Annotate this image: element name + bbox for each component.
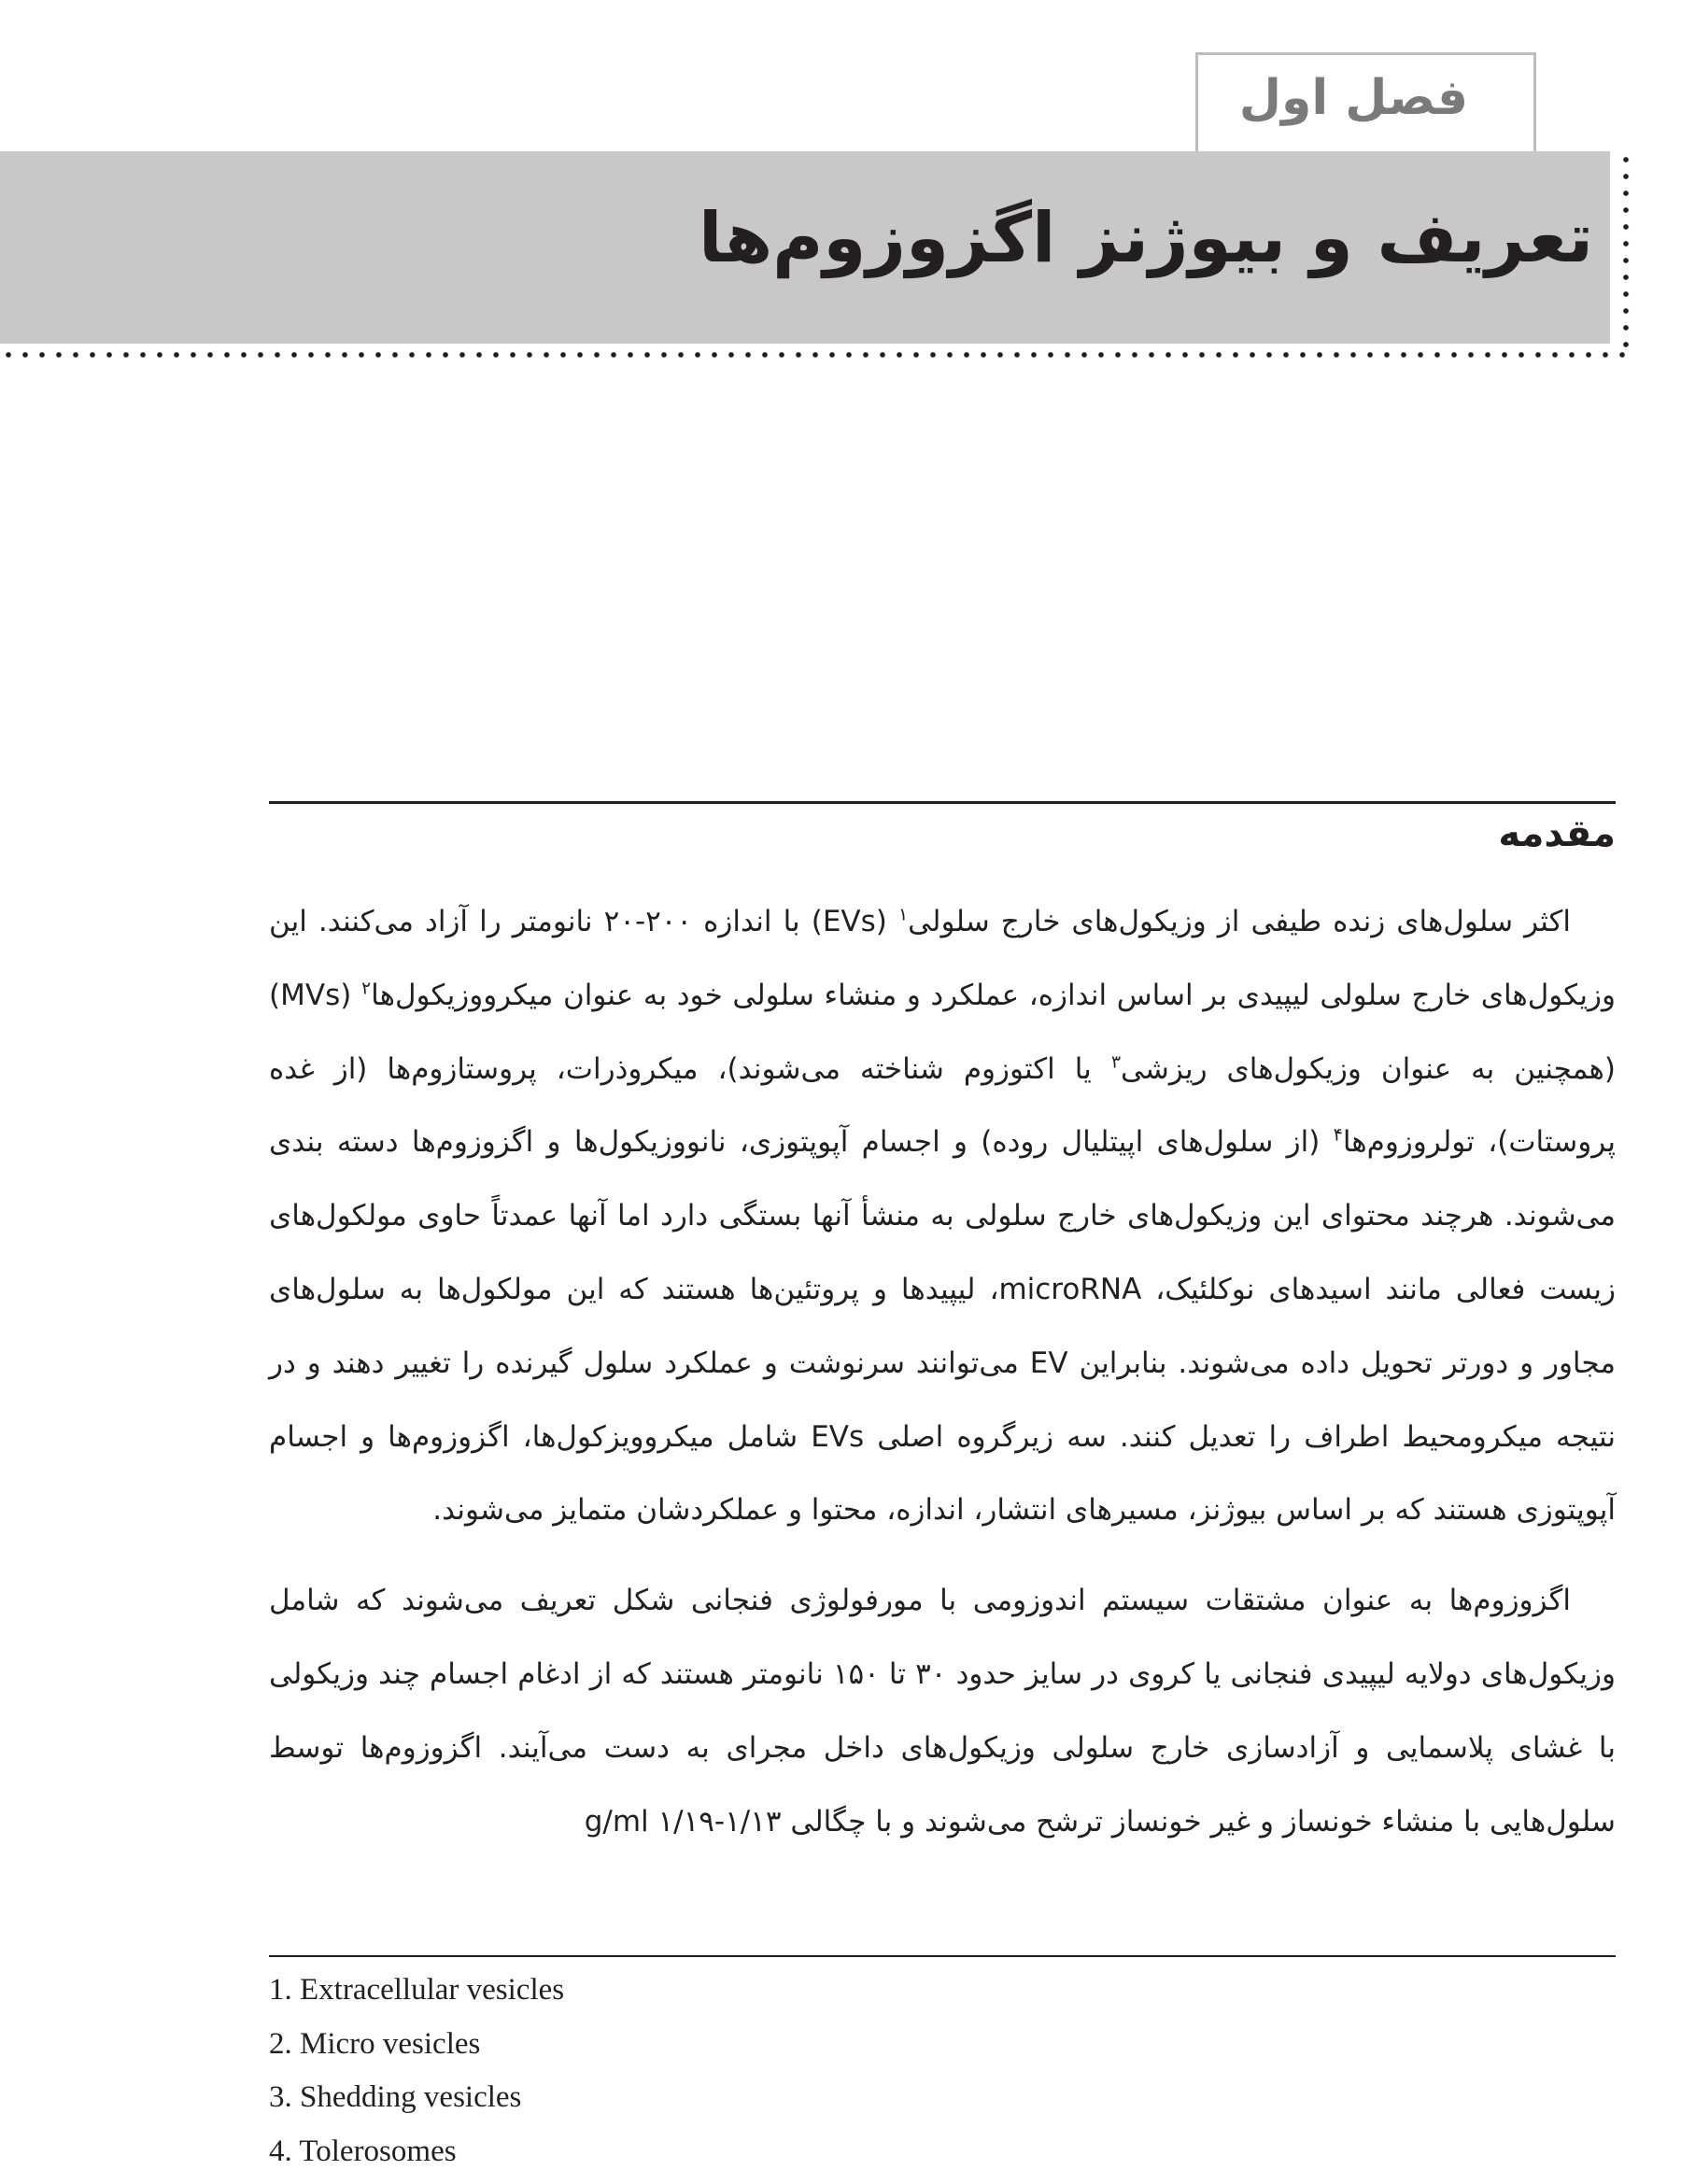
footnote-ref-1: ۱	[897, 904, 909, 925]
footnote-rule	[269, 1955, 1616, 1957]
chapter-title-band	[0, 151, 1610, 344]
paragraph-1-segment-1: اکثر سلول‌های زنده طیفی از وزیکول‌های خارج سلولی	[908, 905, 1571, 938]
body-text	[269, 885, 1616, 1858]
section-heading: مقدمه	[1498, 812, 1616, 855]
chapter-title: تعریف و بیوژنز اگزوزوم‌ها	[699, 198, 1593, 278]
footnote-3: 3. Shedding vesicles	[269, 2080, 522, 2114]
paragraph-1-segment-3: (MVs) (همچنین به عنوان وزیکول‌های ریزشی	[269, 978, 1616, 1086]
paragraph-1-segment-5: (از سلول‌های اپیتلیال روده) و اجسام آپوپتوزی، نانووزیکول‌ها و اگزوزوم‌ها دسته بندی می‌شوند. هرچند محتوای این وزیکول‌های خارج سلولی به منشأ آنها بستگی دارد اما آنها عمدتاً حاوی مولکول‌های زیست فعالی مانند اسیدهای نوکلئیک، microRNA، لیپیدها و پروتئین‌ها هستند که این مولکول‌ها به سلول‌های مجاور و دورتر تحویل داده می‌شوند. بنابراین EV می‌توانند سرنوشت و عملکرد سلول گیرنده را تغییر دهند و در نتیجه میکرومحیط اطراف را تعدیل کنند. سه زیرگروه اصلی EVs شامل میکروویزکول‌ها، اگزوزوم‌ها و اجسام آپوپتوزی هستند که بر اساس بیوژنز، مسیرهای انتشار، اندازه، محتوا و عملکردشان متمایز می‌شوند.	[269, 1125, 1616, 1528]
dotted-border-horizontal	[0, 352, 1630, 358]
paragraph-1	[269, 885, 1616, 1547]
footnote-2: 2. Micro vesicles	[269, 2026, 481, 2061]
paragraph-2: اگزوزوم‌ها به عنوان مشتقات سیستم اندوزومی با مورفولوژی فنجانی شکل تعریف می‌شوند که شامل وزیکول‌های دولایه لیپیدی فنجانی یا کروی در سایز حدود ۳۰ تا ۱۵۰ نانومتر هستند که از ادغام اجسام چند وزیکولی با غشای پلاسمایی و آزادسازی خارج سلولی وزیکول‌های داخل مجرای به دست می‌آیند. اگزوزوم‌ها توسط سلول‌هایی با منشاء خونساز و غیر خونساز ترشح می‌شوند و با چگالی g/ml ۱/۱۹-۱/۱۳	[269, 1584, 1616, 1839]
footnote-ref-2: ۲	[360, 978, 372, 999]
dotted-border-vertical	[1623, 151, 1629, 355]
footnote-1: 1. Extracellular vesicles	[269, 1973, 565, 2007]
footnote-ref-3: ۳	[1110, 1051, 1122, 1073]
footnote-4: 4. Tolerosomes	[269, 2134, 457, 2168]
footnote-ref-4: ۴	[1333, 1125, 1343, 1147]
section-top-rule	[269, 801, 1616, 804]
chapter-tab	[1195, 52, 1536, 155]
chapter-label: فصل اول	[1238, 70, 1468, 126]
paragraph-1-segment-2: (EVs) با اندازه ۲۰۰-۲۰ نانومتر را آزاد می‌کنند. این وزیکول‌های خارج سلولی لیپیدی بر اساس اندازه، عملکرد و منشاء سلولی خود به عنوان میکرووزیکول‌ها	[269, 905, 1616, 1012]
footnotes	[269, 1964, 1016, 2178]
paragraph-1-segment-4: یا اکتوزوم شناخته می‌شوند)، میکروذرات، پروستازوم‌ها (از غده پروستات)، تولروزوم‌ها	[269, 1051, 1616, 1160]
